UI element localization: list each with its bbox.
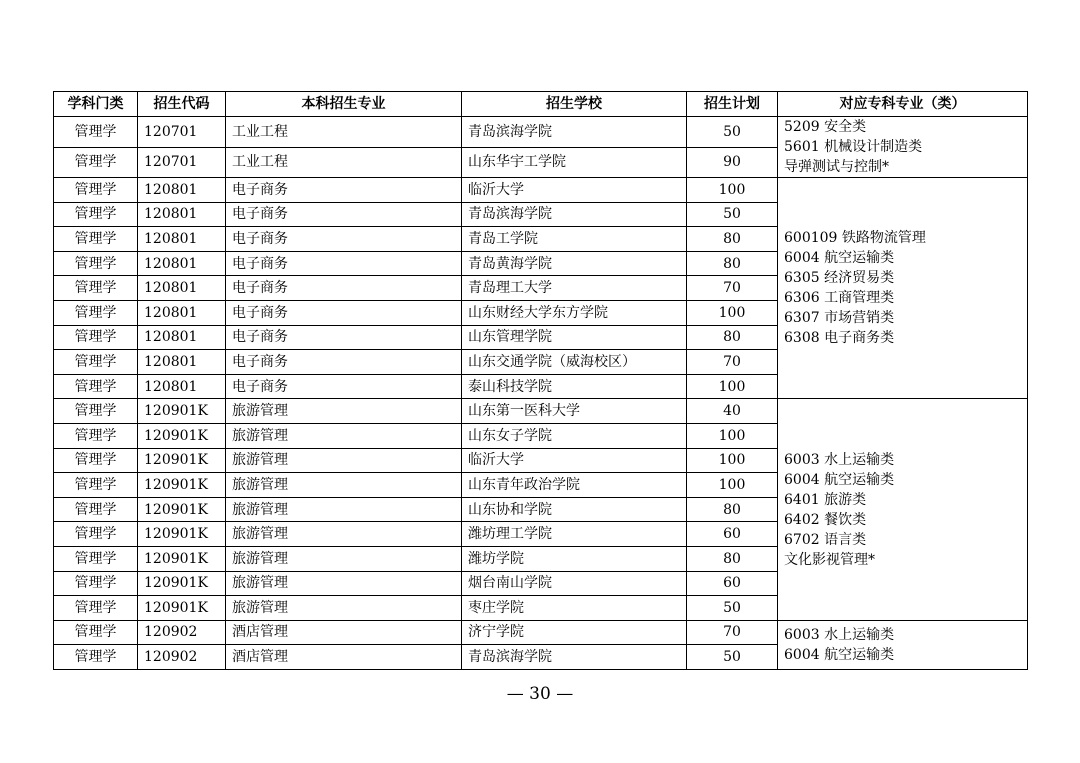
cell-code: 120801: [138, 251, 226, 276]
cell-code: 120901K: [138, 596, 226, 621]
cell-plan: 50: [687, 645, 778, 670]
cell-code: 120801: [138, 202, 226, 227]
cell-major: 电子商务: [226, 374, 462, 399]
cell-school: 青岛滨海学院: [462, 202, 687, 227]
related-major-item: 6402 餐饮类: [784, 511, 867, 528]
table-header: [54, 92, 1028, 117]
cell-major: 旅游管理: [226, 399, 462, 424]
header-code: 招生代码: [138, 92, 226, 117]
cell-discipline: 管理学: [54, 522, 138, 547]
cell-school: 山东交通学院（威海校区）: [462, 350, 687, 375]
cell-major: 旅游管理: [226, 473, 462, 498]
cell-related-majors: [778, 178, 1028, 399]
cell-code: 120801: [138, 276, 226, 301]
cell-school: 山东青年政治学院: [462, 473, 687, 498]
cell-code: 120701: [138, 117, 226, 148]
enrollment-table: [53, 91, 1028, 670]
cell-major: 旅游管理: [226, 596, 462, 621]
cell-code: 120801: [138, 325, 226, 350]
cell-plan: 100: [687, 423, 778, 448]
cell-code: 120801: [138, 374, 226, 399]
cell-major: 电子商务: [226, 227, 462, 252]
header-discipline: 学科门类: [54, 92, 138, 117]
related-major-item: 6306 工商管理类: [784, 290, 895, 307]
related-major-item: 6702 语言类: [784, 531, 867, 548]
cell-discipline: 管理学: [54, 399, 138, 424]
related-major-item: 600109 铁路物流管理: [784, 230, 926, 247]
cell-major: 旅游管理: [226, 448, 462, 473]
cell-code: 120901K: [138, 546, 226, 571]
table-row: [54, 178, 1028, 203]
cell-plan: 70: [687, 350, 778, 375]
related-major-item: 5209 安全类: [784, 119, 867, 135]
related-major-item: 6003 水上运输类: [784, 626, 895, 643]
cell-school: 泰山科技学院: [462, 374, 687, 399]
cell-school: 青岛滨海学院: [462, 645, 687, 670]
cell-related-majors: [778, 117, 1028, 178]
cell-plan: 80: [687, 546, 778, 571]
related-major-item: 6305 经济贸易类: [784, 270, 895, 287]
cell-school: 潍坊理工学院: [462, 522, 687, 547]
cell-major: 工业工程: [226, 117, 462, 148]
cell-code: 120901K: [138, 448, 226, 473]
cell-plan: 70: [687, 276, 778, 301]
cell-major: 酒店管理: [226, 645, 462, 670]
cell-discipline: 管理学: [54, 497, 138, 522]
cell-discipline: 管理学: [54, 645, 138, 670]
cell-plan: 40: [687, 399, 778, 424]
cell-school: 青岛滨海学院: [462, 117, 687, 148]
cell-major: 电子商务: [226, 325, 462, 350]
cell-discipline: 管理学: [54, 325, 138, 350]
cell-school: 山东管理学院: [462, 325, 687, 350]
cell-plan: 100: [687, 448, 778, 473]
cell-discipline: 管理学: [54, 350, 138, 375]
table-row: [54, 620, 1028, 645]
cell-plan: 100: [687, 374, 778, 399]
cell-school: 山东协和学院: [462, 497, 687, 522]
cell-related-majors: [778, 399, 1028, 620]
cell-school: 临沂大学: [462, 448, 687, 473]
cell-code: 120901K: [138, 399, 226, 424]
cell-school: 枣庄学院: [462, 596, 687, 621]
cell-school: 山东华宇工学院: [462, 147, 687, 178]
cell-code: 120801: [138, 350, 226, 375]
cell-major: 电子商务: [226, 300, 462, 325]
cell-major: 电子商务: [226, 178, 462, 203]
cell-school: 青岛理工大学: [462, 276, 687, 301]
cell-code: 120901K: [138, 571, 226, 596]
page-number: — 30 —: [506, 684, 574, 704]
cell-code: 120701: [138, 147, 226, 178]
cell-discipline: 管理学: [54, 276, 138, 301]
table-body: [54, 117, 1028, 670]
cell-plan: 90: [687, 147, 778, 178]
cell-code: 120902: [138, 620, 226, 645]
cell-plan: 80: [687, 227, 778, 252]
cell-code: 120801: [138, 227, 226, 252]
cell-discipline: 管理学: [54, 473, 138, 498]
related-major-item: 文化影视管理*: [784, 551, 875, 568]
cell-school: 烟台南山学院: [462, 571, 687, 596]
cell-plan: 60: [687, 571, 778, 596]
cell-discipline: 管理学: [54, 571, 138, 596]
related-major-item: 导弹测试与控制*: [784, 159, 889, 175]
cell-plan: 50: [687, 596, 778, 621]
cell-plan: 50: [687, 117, 778, 148]
cell-school: 临沂大学: [462, 178, 687, 203]
cell-code: 120901K: [138, 522, 226, 547]
cell-code: 120902: [138, 645, 226, 670]
related-major-item: 6004 航空运输类: [784, 646, 895, 663]
cell-code: 120901K: [138, 423, 226, 448]
header-plan: 招生计划: [687, 92, 778, 117]
cell-plan: 80: [687, 497, 778, 522]
cell-discipline: 管理学: [54, 202, 138, 227]
cell-code: 120801: [138, 178, 226, 203]
related-major-item: 6004 航空运输类: [784, 250, 895, 267]
cell-discipline: 管理学: [54, 423, 138, 448]
cell-school: 青岛黄海学院: [462, 251, 687, 276]
cell-school: 青岛工学院: [462, 227, 687, 252]
cell-code: 120901K: [138, 497, 226, 522]
cell-school: 潍坊学院: [462, 546, 687, 571]
cell-major: 旅游管理: [226, 497, 462, 522]
cell-plan: 80: [687, 251, 778, 276]
related-major-item: 5601 机械设计制造类: [784, 139, 923, 155]
cell-major: 旅游管理: [226, 571, 462, 596]
cell-discipline: 管理学: [54, 117, 138, 148]
cell-major: 旅游管理: [226, 546, 462, 571]
header-row: [54, 92, 1028, 117]
cell-discipline: 管理学: [54, 546, 138, 571]
cell-major: 电子商务: [226, 202, 462, 227]
cell-discipline: 管理学: [54, 620, 138, 645]
cell-school: 山东女子学院: [462, 423, 687, 448]
header-major: 本科招生专业: [226, 92, 462, 117]
related-major-item: 6004 航空运输类: [784, 471, 895, 488]
cell-discipline: 管理学: [54, 300, 138, 325]
cell-major: 旅游管理: [226, 522, 462, 547]
table-row: [54, 399, 1028, 424]
cell-related-majors: [778, 620, 1028, 669]
cell-major: 酒店管理: [226, 620, 462, 645]
cell-major: 电子商务: [226, 276, 462, 301]
cell-discipline: 管理学: [54, 227, 138, 252]
cell-school: 山东财经大学东方学院: [462, 300, 687, 325]
cell-discipline: 管理学: [54, 448, 138, 473]
cell-discipline: 管理学: [54, 374, 138, 399]
cell-discipline: 管理学: [54, 251, 138, 276]
cell-major: 电子商务: [226, 251, 462, 276]
cell-code: 120901K: [138, 473, 226, 498]
cell-major: 旅游管理: [226, 423, 462, 448]
table-row: [54, 117, 1028, 148]
cell-plan: 60: [687, 522, 778, 547]
cell-plan: 50: [687, 202, 778, 227]
cell-school: 济宁学院: [462, 620, 687, 645]
related-major-item: 6308 电子商务类: [784, 330, 895, 347]
cell-discipline: 管理学: [54, 178, 138, 203]
cell-plan: 70: [687, 620, 778, 645]
cell-code: 120801: [138, 300, 226, 325]
cell-plan: 100: [687, 178, 778, 203]
related-major-item: 6307 市场营销类: [784, 310, 895, 327]
header-related-majors: 对应专科专业（类）: [778, 92, 1028, 117]
cell-plan: 100: [687, 473, 778, 498]
cell-major: 工业工程: [226, 147, 462, 178]
cell-discipline: 管理学: [54, 147, 138, 178]
cell-school: 山东第一医科大学: [462, 399, 687, 424]
related-major-item: 6401 旅游类: [784, 491, 867, 508]
cell-major: 电子商务: [226, 350, 462, 375]
cell-plan: 100: [687, 300, 778, 325]
header-school: 招生学校: [462, 92, 687, 117]
cell-plan: 80: [687, 325, 778, 350]
cell-discipline: 管理学: [54, 596, 138, 621]
related-major-item: 6003 水上运输类: [784, 451, 895, 468]
